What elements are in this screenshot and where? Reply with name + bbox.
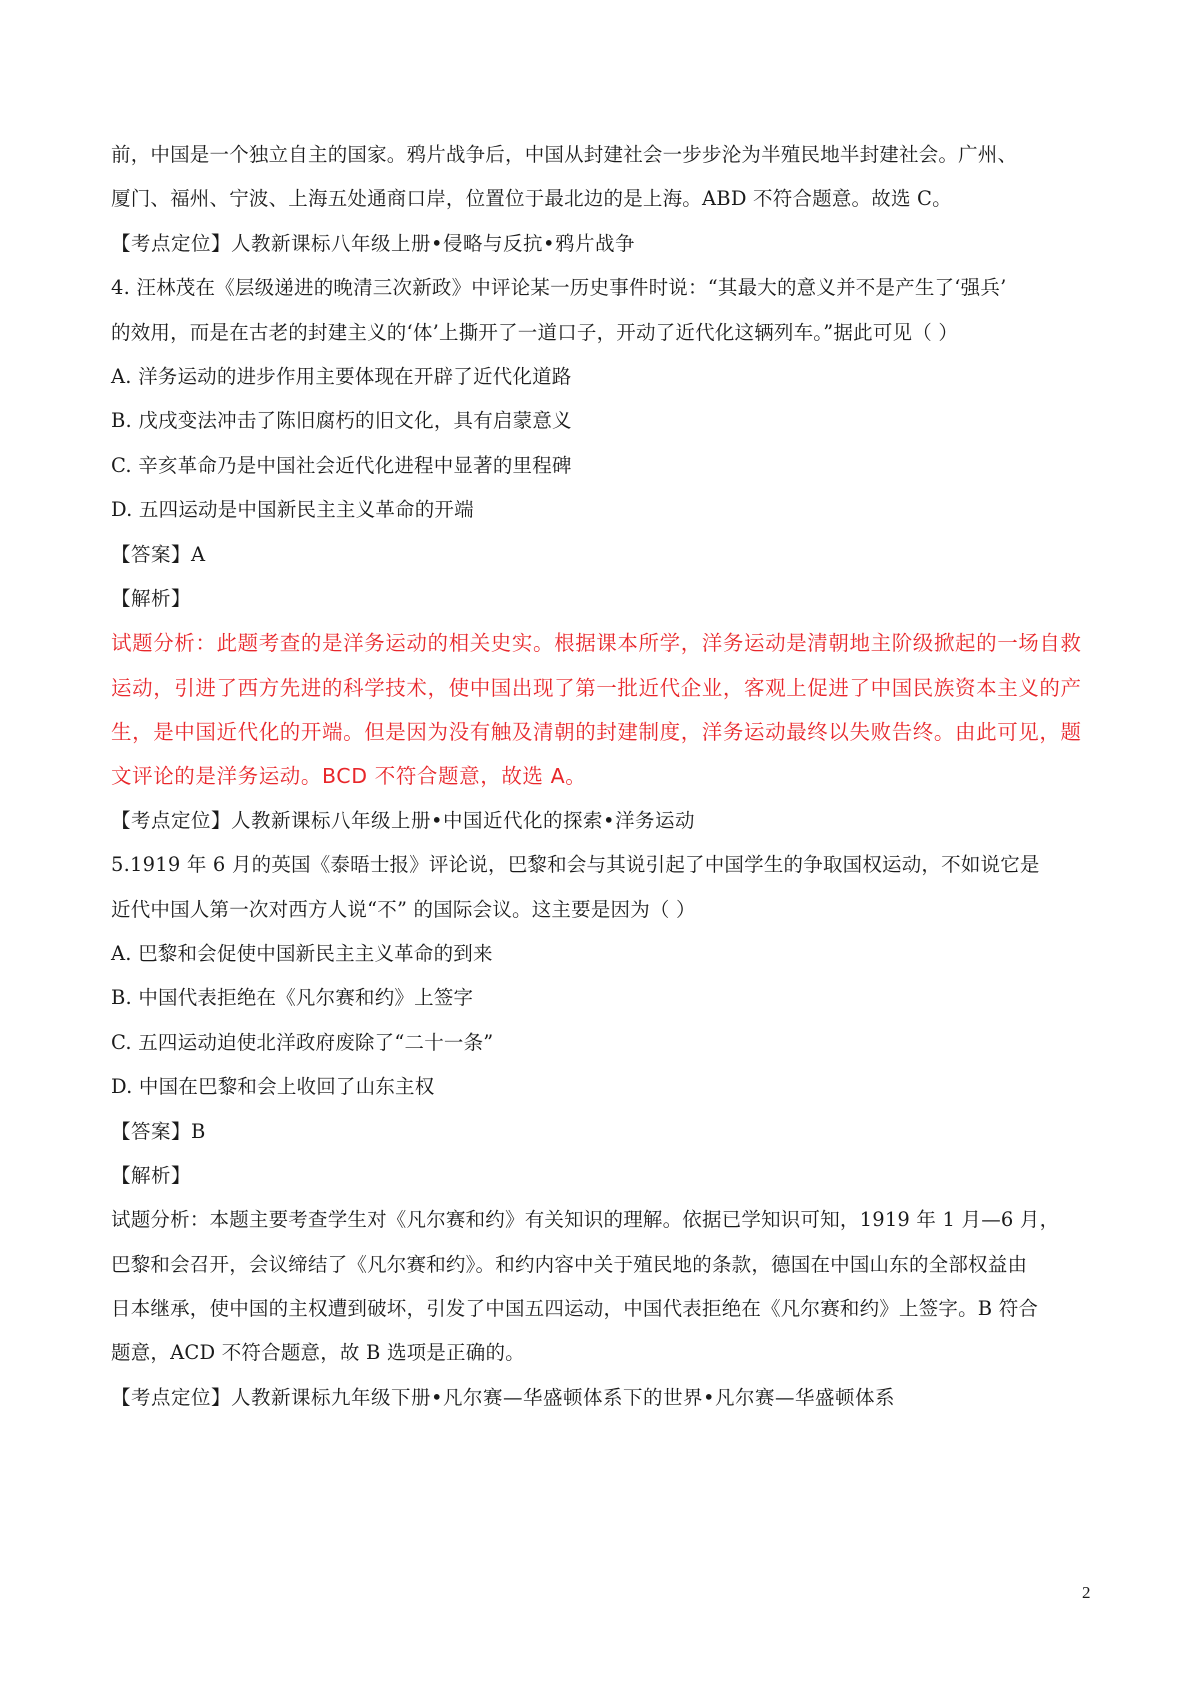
question-4-stem: 4. 汪林茂在《层级递进的晚清三次新政》中评论某一历史事件时说：“其最大的意义并不是产生了‘强兵’	[111, 276, 1007, 299]
question-4-analysis-text: 生，是中国近代化的开端。但是因为没有触及清朝的封建制度，洋务运动最终以失败告终。由此可见，题	[111, 720, 1082, 744]
text-line: 前，中国是一个独立自主的国家。鸦片战争后，中国从封建社会一步步沦为半殖民地半封建社会。广州、	[111, 143, 1018, 166]
question-4-answer: 【答案】A	[111, 543, 206, 566]
question-4-stem: 的效用，而是在古老的封建主义的‘体’上撕开了一道口子，开动了近代化这辆列车。”据此可见（ ）	[111, 321, 959, 344]
kaodian-dingwei-label: 【考点定位】人教新课标八年级上册•侵略与反抗•鸦片战争	[111, 232, 636, 255]
question-5-option-a: A. 巴黎和会促使中国新民主主义革命的到来	[111, 942, 493, 965]
kaodian-dingwei-label: 【考点定位】人教新课标八年级上册•中国近代化的探索•洋务运动	[111, 809, 696, 832]
question-5-analysis-text: 巴黎和会召开，会议缔结了《凡尔赛和约》。和约内容中关于殖民地的条款，德国在中国山东的全部权益由	[111, 1253, 1028, 1276]
kaodian-dingwei-label: 【考点定位】人教新课标九年级下册•凡尔赛—华盛顿体系下的世界•凡尔赛—华盛顿体系	[111, 1386, 896, 1409]
question-5-stem: 5.1919 年 6 月的英国《泰晤士报》评论说，巴黎和会与其说引起了中国学生的争取国权运动，不如说它是	[111, 853, 1040, 876]
page-number: 2	[1082, 1583, 1091, 1602]
question-4-option-a: A. 洋务运动的进步作用主要体现在开辟了近代化道路	[111, 365, 572, 388]
question-4-analysis-text: 运动，引进了西方先进的科学技术，使中国出现了第一批近代企业，客观上促进了中国民族资本主义的产	[111, 676, 1082, 700]
question-5-option-b: B. 中国代表拒绝在《凡尔赛和约》上签字	[111, 986, 474, 1009]
question-5-analysis-text: 日本继承，使中国的主权遭到破坏，引发了中国五四运动，中国代表拒绝在《凡尔赛和约》上签字。B 符合	[111, 1297, 1039, 1320]
question-5-option-c: C. 五四运动迫使北洋政府废除了“二十一条”	[111, 1031, 494, 1054]
question-5-stem: 近代中国人第一次对西方人说“不” 的国际会议。这主要是因为（ ）	[111, 898, 696, 921]
question-5-analysis-text: 题意，ACD 不符合题意，故 B 选项是正确的。	[111, 1341, 525, 1364]
question-5-analysis-label: 【解析】	[111, 1164, 192, 1187]
question-4-option-b: B. 戊戌变法冲击了陈旧腐朽的旧文化，具有启蒙意义	[111, 409, 572, 432]
question-4-option-c: C. 辛亥革命乃是中国社会近代化进程中显著的里程碑	[111, 454, 572, 477]
question-5-analysis-text: 试题分析：本题主要考查学生对《凡尔赛和约》有关知识的理解。依据已学知识可知，1919 年 1 月—6 月，	[111, 1208, 1060, 1231]
question-4-option-d: D. 五四运动是中国新民主主义革命的开端	[111, 498, 474, 521]
question-4-analysis-label: 【解析】	[111, 587, 192, 610]
question-4-analysis-text: 文评论的是洋务运动。BCD 不符合题意，故选 A。	[111, 764, 587, 788]
question-5-answer: 【答案】B	[111, 1120, 206, 1143]
question-5-option-d: D. 中国在巴黎和会上收回了山东主权	[111, 1075, 435, 1098]
question-4-analysis-text: 试题分析：此题考查的是洋务运动的相关史实。根据课本所学，洋务运动是清朝地主阶级掀起的一场自救	[111, 631, 1082, 655]
text-line: 厦门、福州、宁波、上海五处通商口岸，位置位于最北边的是上海。ABD 不符合题意。故选 C。	[111, 187, 952, 210]
